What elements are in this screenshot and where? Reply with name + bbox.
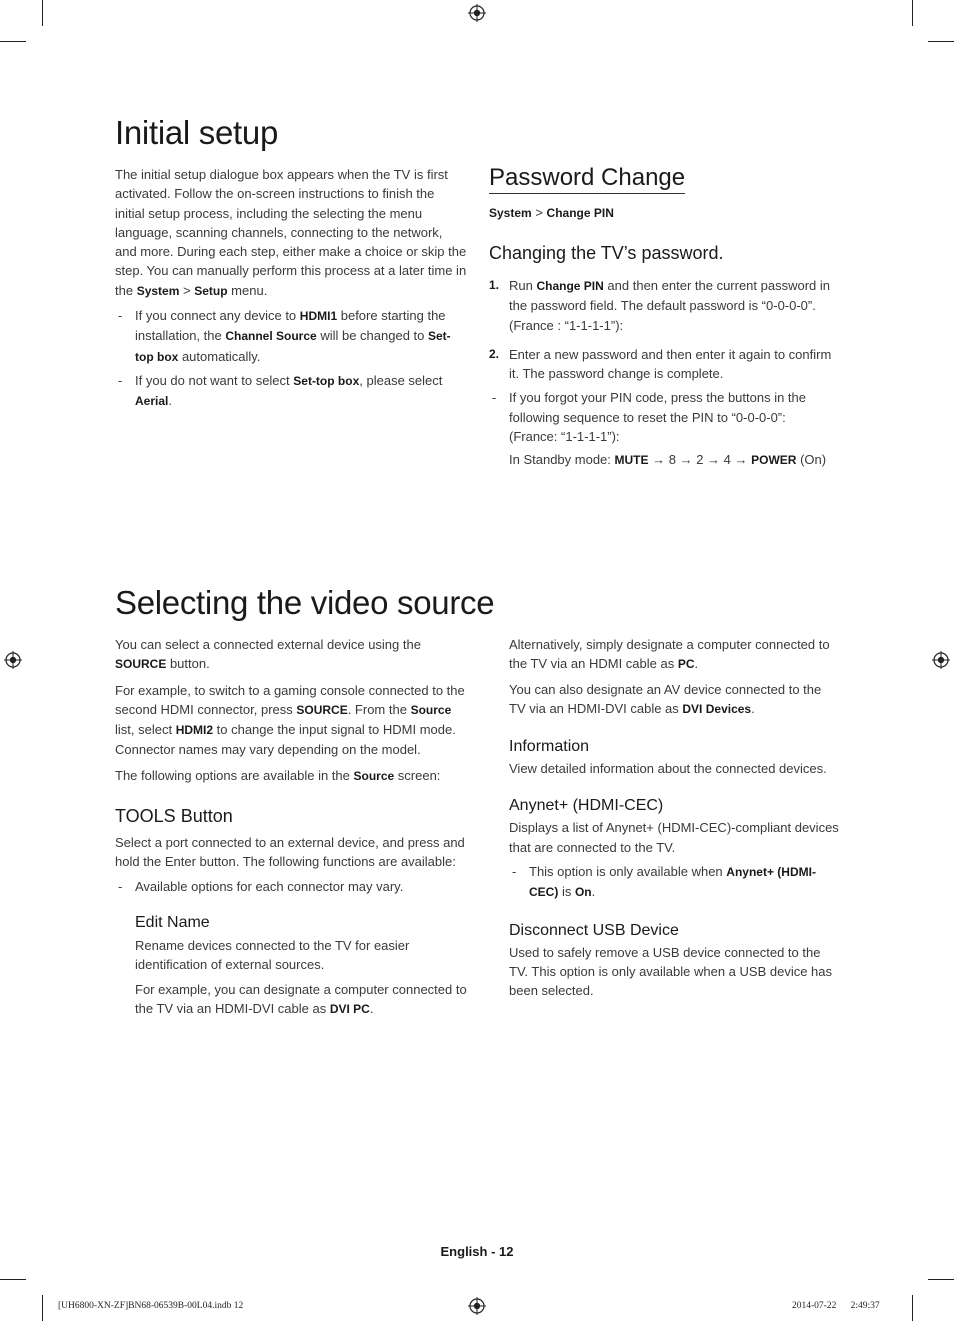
section-title-password-change: Password Change <box>489 164 685 194</box>
page-title-initial-setup: Initial setup <box>115 114 279 151</box>
registration-mark-icon <box>468 1297 486 1315</box>
password-step-2: 2. Enter a new password and then enter it again to confirm it. The password change is complete. <box>489 346 832 382</box>
crop-mark <box>912 0 913 26</box>
tools-button-title: TOOLS Button <box>115 806 233 827</box>
edit-name-title: Edit Name <box>135 913 210 931</box>
registration-mark-icon <box>4 651 22 669</box>
edit-name-block <box>115 914 467 1019</box>
page-title-video-source: Selecting the video source <box>115 584 495 621</box>
crop-mark <box>912 1295 913 1321</box>
print-slug-right: 2014-07-22 2:49:37 <box>792 1301 880 1311</box>
subtitle-changing-password: Changing the TV’s password. <box>489 243 724 263</box>
anynet-note: - This option is only available when Anynet+ (HDMI-CEC) is On. <box>509 862 839 903</box>
edit-name-example: For example, you can designate a computer connected to the TV via an HDMI-DVI cable as DVI PC. <box>135 981 467 1016</box>
crop-mark <box>928 1279 954 1280</box>
information-text: View detailed information about the connected devices. <box>509 761 827 777</box>
video-source-right-column <box>509 635 839 1001</box>
initial-setup-body <box>115 165 467 412</box>
anynet-text: Displays a list of Anynet+ (HDMI-CEC)-compliant devices that are connected to the TV. <box>509 820 839 855</box>
initial-setup-note-aerial: - If you do not want to select Set-top box, please select Aerial. <box>115 371 467 412</box>
print-slug-left: [UH6800-XN-ZF]BN68-06539B-00L04.indb 12 <box>58 1301 244 1311</box>
password-step-1: 1. Run Change PIN and then enter the current password in the password field. The default password is “0-0-0-0”. (France : “1-1-1-1”): <box>489 278 831 333</box>
tools-button-note: - Available options for each connector may vary. <box>115 877 467 896</box>
information-title: Information <box>509 738 590 756</box>
registration-mark-icon <box>932 651 950 669</box>
page-number: English - 12 <box>440 1244 514 1259</box>
av-device-text: You can also designate an AV device connected to the TV via an HDMI-DVI cable as DVI Devices. <box>509 681 822 716</box>
crop-mark <box>0 41 26 42</box>
alt-pc-text: Alternatively, simply designate a computer connected to the TV via an HDMI cable as PC. <box>509 637 830 672</box>
video-source-left-column <box>115 635 467 1019</box>
crop-mark <box>42 0 43 26</box>
tools-button-text: Select a port connected to an external device, and press and hold the Enter button. The following functions are available: <box>115 835 465 870</box>
initial-setup-note-hdmi1: - If you connect any device to HDMI1 before starting the installation, the Channel Source will be changed to Set-top box automatically. <box>115 306 467 367</box>
initial-setup-intro: The initial setup dialogue box appears when the TV is first activated. Follow the on-screen instructions to finish the initial setup process, including the selecting the menu language, scanning channels, connecting to the network, and more. During each step, either make a choice or skip the step. You can manually perform this process at a later time in the System > Setup menu. <box>115 167 467 298</box>
edit-name-text: Rename devices connected to the TV for easier identification of external sources. <box>135 937 410 973</box>
video-source-p1: You can select a connected external device using the SOURCE button. <box>115 637 421 672</box>
video-source-p2: For example, to switch to a gaming console connected to the second HDMI connector, press SOURCE. From the Source list, select HDMI2 to change the input signal to HDMI mode. Connector names may vary depending on the model. <box>115 682 465 758</box>
breadcrumb: System > Change PIN <box>489 205 614 220</box>
password-note-forgot-pin: - If you forgot your PIN code, press the buttons in the following sequence to reset the PIN to “0-0-0-0”: (France: “1-1-1-1”): <box>489 388 834 446</box>
anynet-title: Anynet+ (HDMI-CEC) <box>509 797 664 815</box>
video-source-p3: The following options are available in the Source screen: <box>115 767 441 783</box>
crop-mark <box>42 1295 43 1321</box>
registration-mark-icon <box>468 4 486 22</box>
standby-sequence: In Standby mode: MUTE → 8 → 2 → 4 → POWER (On) <box>509 452 827 468</box>
password-steps <box>489 276 834 471</box>
crop-mark <box>0 1279 26 1280</box>
disconnect-usb-title: Disconnect USB Device <box>509 921 679 939</box>
disconnect-usb-text: Used to safely remove a USB device connected to the TV. This option is only available when a USB device has been selected. <box>509 944 833 999</box>
crop-mark <box>928 41 954 42</box>
